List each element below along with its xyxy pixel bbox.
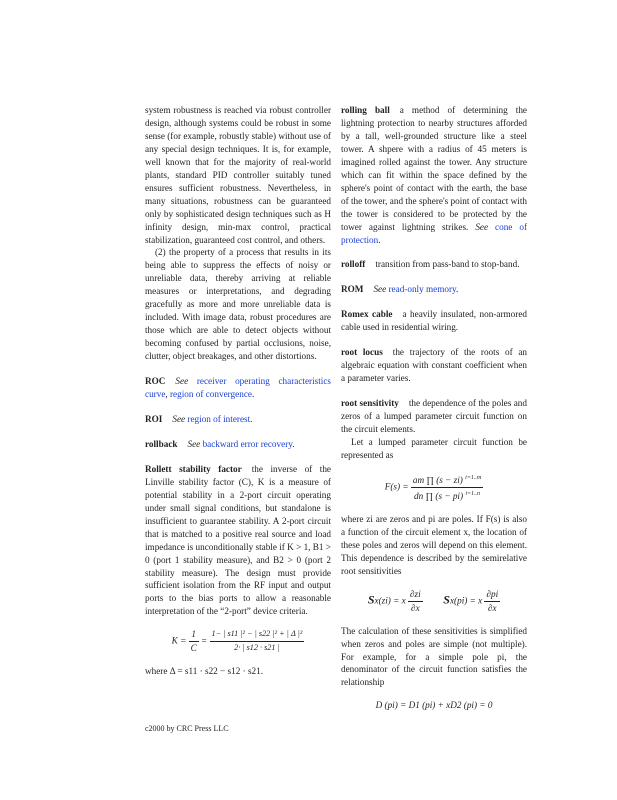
right-column (341, 104, 527, 722)
eq-s1-num: ∂zi (408, 588, 423, 602)
eq-k-lhs: K = (171, 635, 187, 646)
eq-f-den-text: dn ∏ (s − pi) (414, 491, 464, 501)
definition-rollett: the inverse of the Linville stability factor (C), K is a measure of potential stability in a 2-port circuit operating under small signal conditions, but standalone is insufficient to guarantee stability. A 2-port circuit that is matched to a positive real source and load impedance is unconditionally stable if K > 1, B1 > 0 (port 1 stability measure), and B2 > 0 (port 2 stability measure). The design must provide sufficient isolation from the RF input and output ports to the bias ports to allow a reasonable interpretation of the “2-port” device criteria. (145, 463, 331, 617)
term-rollett: Rollett stability factor (145, 463, 242, 474)
equation-d: D (pi) = D1 (pi) + xD2 (pi) = 0 (375, 700, 493, 711)
eq-s2-num: ∂pi (484, 588, 500, 602)
eq-k-frac2-num: 1− | s11 |² − | s22 |² + | Δ |² (210, 628, 305, 642)
term-rom: ROM (341, 284, 364, 295)
eq-s2-arg: x(pi) = x (449, 595, 483, 606)
eq-s2-frac (484, 588, 500, 615)
eq-f-num (411, 472, 483, 488)
eq-s2-symbol: S (443, 592, 450, 607)
entry-roi (145, 413, 331, 426)
link-region-of-convergence[interactable]: region of convergence (170, 389, 252, 400)
entry-rollett (145, 463, 331, 618)
eq-k-frac2-den: 2· | s12 · s21 | (234, 643, 280, 653)
period: . (250, 413, 253, 424)
eq-k-frac1 (189, 628, 199, 655)
entry-romex (341, 308, 527, 334)
term-rolling-ball: rolling ball (341, 105, 390, 115)
term-roc: ROC (145, 376, 166, 387)
term-rollback: rollback (145, 438, 178, 449)
eq-s1-symbol: S (367, 592, 375, 607)
see-label: See (187, 438, 201, 449)
eq-s2-den: ∂x (488, 602, 497, 613)
copyright-footer: c2000 by CRC Press LLC (145, 724, 229, 733)
see-label: See (175, 376, 189, 387)
period: . (251, 389, 255, 400)
poles-zeros-paragraph: where zi are zeros and pi are poles. If F(s) is also a function of the circuit element x, the location of these poles and zeros will depend on this element. This dependence is described by the semirelative root sensitivities (341, 513, 527, 576)
eq-f-den-limits: i=1..n (465, 490, 481, 497)
term-root-sensitivity: root sensitivity (341, 398, 399, 409)
eq-f-den (411, 488, 483, 503)
eq-s1-arg: x(zi) = x (374, 595, 406, 606)
calculation-paragraph: The calculation of these sensitivities is simplified when zeros and poles are simple (not multiple). For example, for a simple pole pi, the denominator of the circuit function satisfies the relationship (341, 625, 527, 688)
entry-rolling-ball (341, 104, 527, 246)
eq-k-frac1-num: 1 (189, 628, 199, 642)
term-rolloff: rolloff (341, 259, 366, 270)
link-backward-error-recovery[interactable]: backward error recovery (202, 438, 293, 449)
left-column (145, 104, 331, 678)
eq-s1-frac (408, 588, 423, 615)
equation-sensitivities (341, 588, 527, 615)
separator: , (165, 389, 170, 400)
entry-root-locus (341, 346, 527, 385)
period: . (292, 438, 295, 449)
eq-k-frac1-den: C (190, 643, 197, 654)
root-sensitivity-para: Let a lumped parameter circuit function be represented as (341, 437, 527, 460)
definition-root-sensitivity: the dependence of the poles and zeros of a lumped parameter circuit function on the circuit elements. (341, 398, 527, 435)
period: . (456, 284, 459, 295)
link-roc-curve[interactable]: receiver operating characteristics curve (145, 376, 331, 400)
eq-s1-den: ∂x (411, 602, 420, 613)
term-roi: ROI (145, 413, 163, 424)
equation-k (145, 628, 331, 655)
see-label: See (373, 284, 387, 295)
entry-rom (341, 283, 527, 296)
entry-rollback (145, 438, 331, 451)
entry-roc (145, 375, 331, 401)
definition-rolloff: transition from pass-band to stop-band. (375, 259, 520, 270)
equation-f (341, 472, 527, 503)
eq-f-lhs: F(s) = (384, 481, 409, 492)
see-label: See (172, 413, 186, 424)
term-root-locus: root locus (341, 347, 383, 358)
entry-root-sensitivity (341, 397, 527, 436)
definition-romex: a heavily insulated, non-armored cable used in residential wiring. (341, 309, 527, 333)
eq-k-frac2 (210, 628, 305, 655)
term-romex: Romex cable (341, 309, 393, 320)
robustness-paragraph-2: (2) the property of a process that results in its being able to suppress the effects of noisy or unreliable data, thereby arriving at reliable measures or interpretations, and degrading gracefully as more and more unreliable data is included. With image data, robust procedures are those which are able to detect objects without becoming confused by partial occlusions, noise, clutter, object breakages, and other distortions. (145, 247, 331, 362)
where-delta: where Δ = s11 · s22 − s12 · s21. (145, 666, 264, 677)
link-read-only-memory[interactable]: read-only memory (388, 284, 457, 295)
link-cone-of-protection[interactable]: cone of protection (341, 221, 528, 245)
see-label: See (475, 221, 489, 232)
definition-rolling-ball: a method of determining the lightning protection to nearby structures afforded by a tall, well-grounded structure like a steel tower. A shpere with a radius of 45 meters is imagined rolled against the tower. Any structure which can fit within the space defined by the sphere's point of contact with the earth, the base of the tower, and the sphere's point of contact with the tower is considered to be protected by the tower against lightning strikes. (341, 105, 527, 232)
entry-rolloff (341, 258, 527, 271)
eq-f-frac (411, 472, 483, 503)
robustness-paragraph-1: system robustness is reached via robust controller design, although systems could be robust in some sense (for example, robustly stable) without use of any special design techniques. It is, for example, well known that for the majority of real-world plants, standard PID controller suitably tuned ensures sufficient robustness. Nevertheless, in many situations, robustness can be guaranteed only by sophisticated design techniques such as H infinity design, min-max control, practical stabilization, guaranteed cost control, and others. (145, 105, 331, 245)
period: . (378, 234, 381, 245)
eq-f-num-limits: i=1..m (465, 474, 482, 481)
eq-f-num-text: am ∏ (s − zi) (412, 474, 463, 485)
eq-k-equals: = (201, 635, 208, 646)
definition-root-locus: the trajectory of the roots of an algebraic equation with constant coefficient when a parameter varies. (341, 347, 527, 384)
link-region-of-interest[interactable]: region of interest (187, 413, 251, 424)
